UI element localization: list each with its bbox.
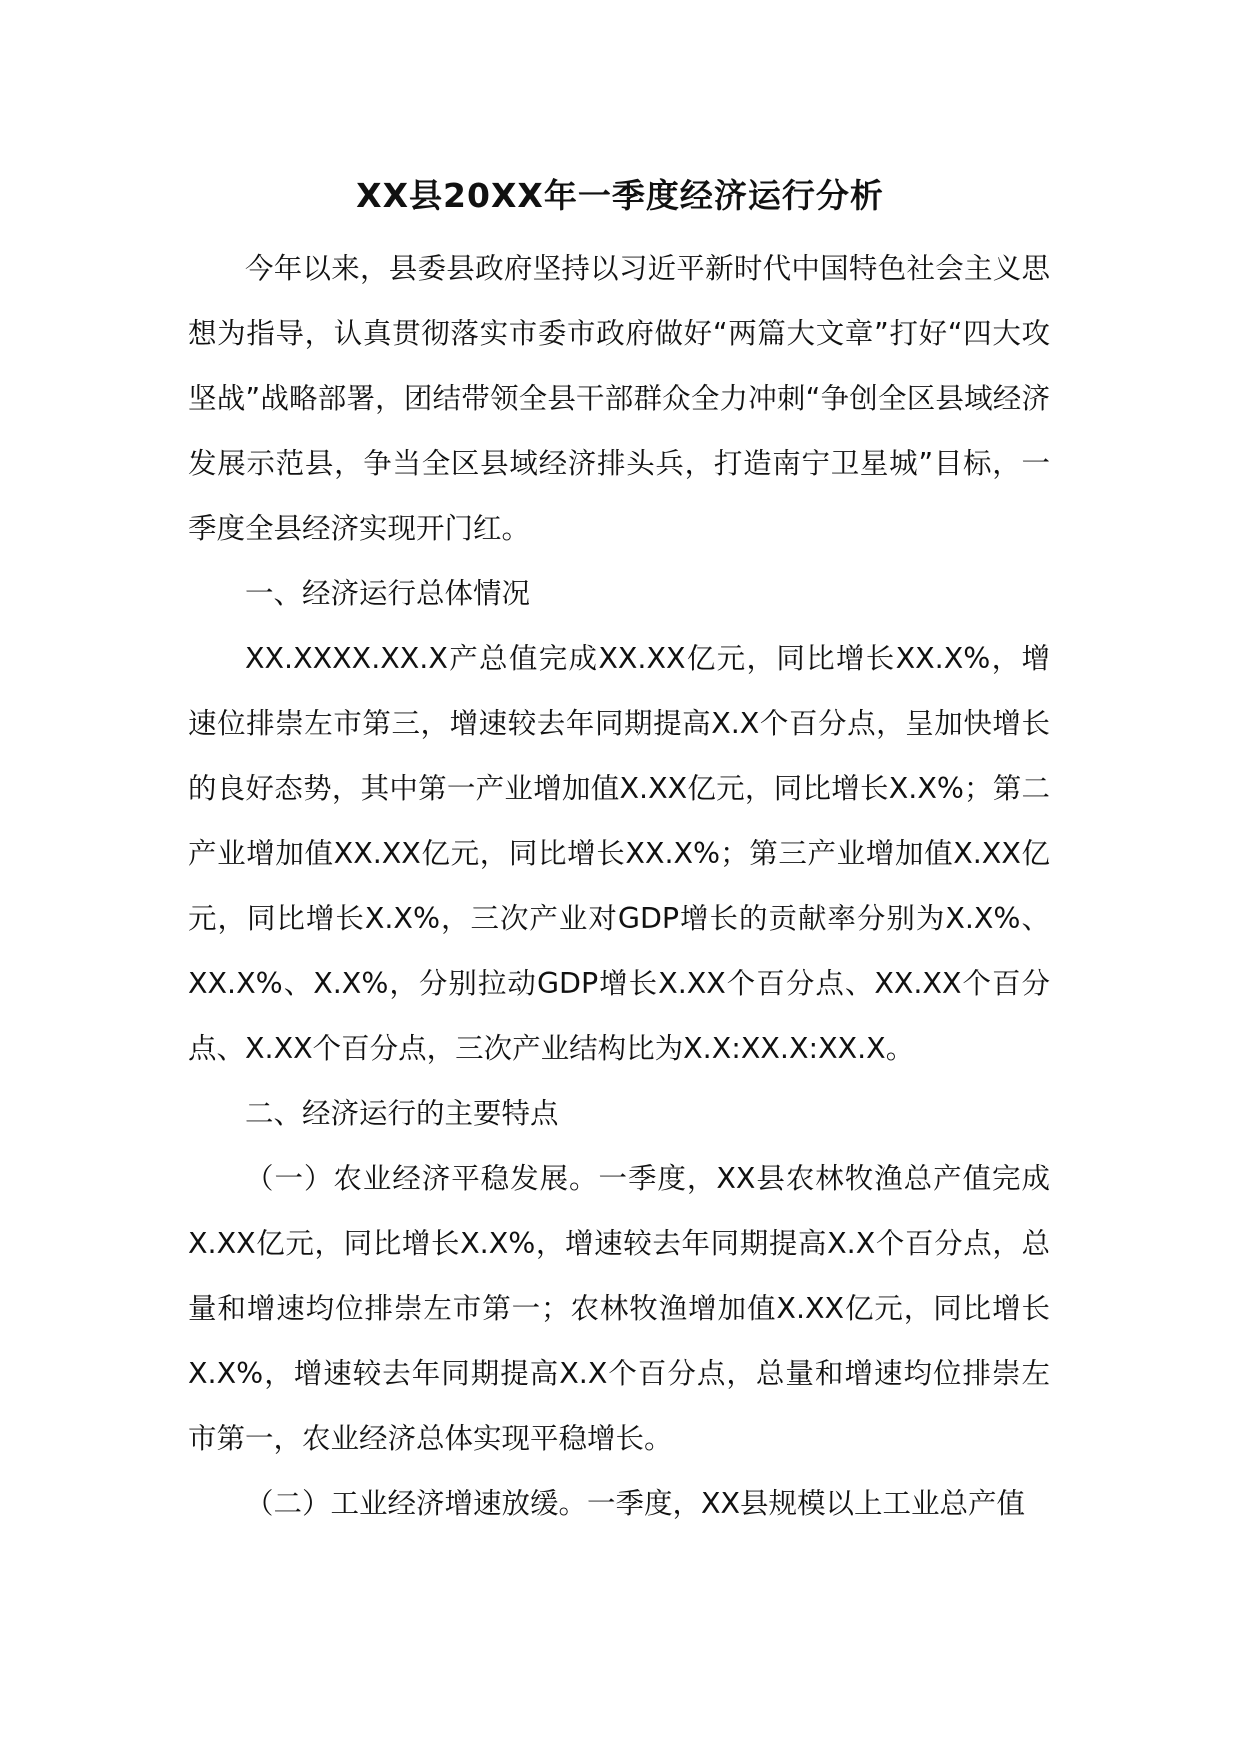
agriculture-paragraph: （一）农业经济平稳发展。一季度，XX县农林牧渔总产值完成X.XX亿元，同比增长X.X%，增速较去年同期提高X.X个百分点，总量和增速均位排崇左市第一；农林牧渔增加值X.XX亿元，同比增长X.X%，增速较去年同期提高X.X个百分点，总量和增速均位排崇左市第一，农业经济总体实现平稳增长。 [188,1162,1050,1455]
section-heading-overall: 一、经济运行总体情况 [245,577,531,610]
overall-paragraph: XX.XXXX.XX.X产总值完成XX.XX亿元，同比增长XX.X%，增速位排崇左市第三，增速较去年同期提高X.X个百分点，呈加快增长的良好态势，其中第一产业增加值X.XX亿元，同比增长X.X%；第二产业增加值XX.XX亿元，同比增长XX.X%；第三产业增加值X.XX亿元，同比增长X.X%，三次产业对GDP增长的贡献率分别为X.X%、XX.X%、X.X%，分别拉动GDP增长X.XX个百分点、XX.XX个百分点、X.XX个百分点，三次产业结构比为X.X:XX.X:XX.X。 [188,642,1050,1065]
section-heading-features: 二、经济运行的主要特点 [245,1097,559,1130]
document-title: XX县20XX年一季度经济运行分析 [356,176,884,215]
industry-paragraph: （二）工业经济增速放缓。一季度，XX县规模以上工业总产值 [245,1487,1026,1520]
document-body [188,236,1050,1536]
intro-paragraph: 今年以来，县委县政府坚持以习近平新时代中国特色社会主义思想为指导，认真贯彻落实市委市政府做好“两篇大文章”打好“四大攻坚战”战略部署，团结带领全县干部群众全力冲刺“争创全区县域经济发展示范县，争当全区县域经济排头兵，打造南宁卫星城”目标，一季度全县经济实现开门红。 [188,252,1050,545]
